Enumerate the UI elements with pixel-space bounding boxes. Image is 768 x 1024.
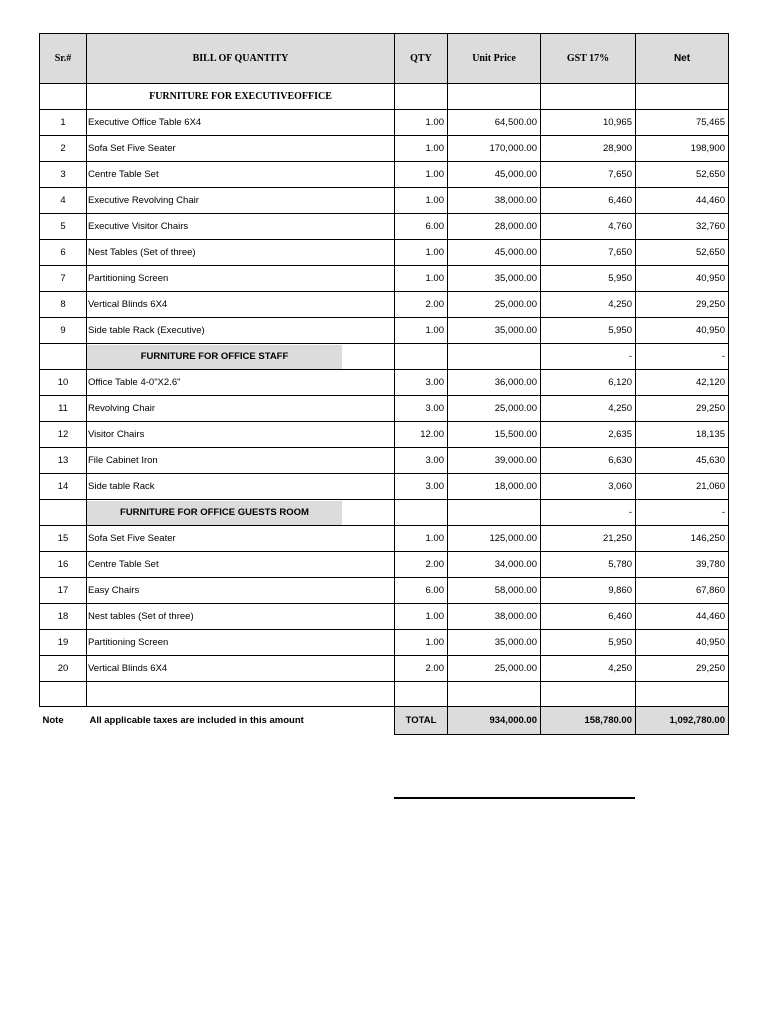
section-gst: - xyxy=(541,500,636,526)
row-sr: 11 xyxy=(40,396,87,422)
header-row xyxy=(40,34,729,84)
row-net: 18,135 xyxy=(636,422,729,448)
row-unit-price: 35,000.00 xyxy=(448,266,541,292)
table-row xyxy=(40,422,729,448)
row-gst: 4,760 xyxy=(541,214,636,240)
row-sr: 10 xyxy=(40,370,87,396)
section-row xyxy=(40,84,729,110)
row-qty: 1.00 xyxy=(395,318,448,344)
row-qty: 1.00 xyxy=(395,136,448,162)
row-gst: 7,650 xyxy=(541,240,636,266)
row-sr: 17 xyxy=(40,578,87,604)
row-qty: 12.00 xyxy=(395,422,448,448)
row-unit-price: 45,000.00 xyxy=(448,162,541,188)
table-row xyxy=(40,370,729,396)
table-row xyxy=(40,266,729,292)
row-qty: 1.00 xyxy=(395,604,448,630)
row-unit-price: 39,000.00 xyxy=(448,448,541,474)
row-qty: 1.00 xyxy=(395,162,448,188)
row-net: 40,950 xyxy=(636,318,729,344)
row-unit-price: 38,000.00 xyxy=(448,604,541,630)
row-qty: 2.00 xyxy=(395,552,448,578)
table-row xyxy=(40,240,729,266)
row-gst: 21,250 xyxy=(541,526,636,552)
row-sr: 9 xyxy=(40,318,87,344)
row-gst: 6,460 xyxy=(541,604,636,630)
table-row xyxy=(40,656,729,682)
row-qty: 3.00 xyxy=(395,370,448,396)
row-unit-price: 35,000.00 xyxy=(448,630,541,656)
total-unit-price: 934,000.00 xyxy=(448,707,541,735)
row-net: 29,250 xyxy=(636,396,729,422)
row-unit-price: 35,000.00 xyxy=(448,318,541,344)
row-description: Easy Chairs xyxy=(87,578,395,604)
section-unit-price-cell xyxy=(448,84,541,110)
row-gst: 28,900 xyxy=(541,136,636,162)
row-sr: 4 xyxy=(40,188,87,214)
row-gst: 7,650 xyxy=(541,162,636,188)
row-qty: 1.00 xyxy=(395,266,448,292)
row-qty: 1.00 xyxy=(395,240,448,266)
section-qty-cell xyxy=(395,84,448,110)
section-sr-cell xyxy=(40,344,87,370)
section-title: FURNITURE FOR EXECUTIVEOFFICE xyxy=(87,84,395,110)
row-sr: 14 xyxy=(40,474,87,500)
row-net: 21,060 xyxy=(636,474,729,500)
row-unit-price: 64,500.00 xyxy=(448,110,541,136)
table-row xyxy=(40,630,729,656)
row-description: Executive Revolving Chair xyxy=(87,188,395,214)
row-net: 44,460 xyxy=(636,604,729,630)
header-description: BILL OF QUANTITY xyxy=(87,34,395,84)
section-title-cell xyxy=(87,500,395,526)
total-net: 1,092,780.00 xyxy=(636,707,729,735)
row-net: 45,630 xyxy=(636,448,729,474)
row-gst: 4,250 xyxy=(541,656,636,682)
note-label: Note xyxy=(40,707,87,735)
row-gst: 3,060 xyxy=(541,474,636,500)
table-row xyxy=(40,526,729,552)
row-net: 146,250 xyxy=(636,526,729,552)
row-sr: 12 xyxy=(40,422,87,448)
row-unit-price: 170,000.00 xyxy=(448,136,541,162)
table-row xyxy=(40,604,729,630)
blank-cell xyxy=(87,682,395,707)
table-row xyxy=(40,162,729,188)
row-net: 52,650 xyxy=(636,162,729,188)
row-net: 29,250 xyxy=(636,656,729,682)
section-title-cell xyxy=(87,344,395,370)
row-gst: 4,250 xyxy=(541,292,636,318)
row-sr: 2 xyxy=(40,136,87,162)
row-unit-price: 25,000.00 xyxy=(448,292,541,318)
row-qty: 3.00 xyxy=(395,448,448,474)
blank-cell xyxy=(541,682,636,707)
row-sr: 1 xyxy=(40,110,87,136)
row-qty: 1.00 xyxy=(395,526,448,552)
row-description: File Cabinet Iron xyxy=(87,448,395,474)
row-sr: 18 xyxy=(40,604,87,630)
row-unit-price: 125,000.00 xyxy=(448,526,541,552)
section-gst xyxy=(541,84,636,110)
row-unit-price: 45,000.00 xyxy=(448,240,541,266)
row-gst: 6,460 xyxy=(541,188,636,214)
section-qty-cell xyxy=(395,500,448,526)
row-qty: 6.00 xyxy=(395,578,448,604)
table-row xyxy=(40,214,729,240)
row-net: 40,950 xyxy=(636,630,729,656)
row-description: Side table Rack (Executive) xyxy=(87,318,395,344)
section-sr-cell xyxy=(40,500,87,526)
row-sr: 16 xyxy=(40,552,87,578)
row-gst: 10,965 xyxy=(541,110,636,136)
row-net: 40,950 xyxy=(636,266,729,292)
row-unit-price: 58,000.00 xyxy=(448,578,541,604)
table-row xyxy=(40,552,729,578)
blank-cell xyxy=(395,682,448,707)
table-row xyxy=(40,396,729,422)
row-net: 32,760 xyxy=(636,214,729,240)
row-sr: 3 xyxy=(40,162,87,188)
table-row xyxy=(40,136,729,162)
row-gst: 6,630 xyxy=(541,448,636,474)
bill-of-quantity-table xyxy=(39,33,729,735)
table-row xyxy=(40,448,729,474)
total-gst: 158,780.00 xyxy=(541,707,636,735)
blank-cell xyxy=(636,682,729,707)
row-description: Visitor Chairs xyxy=(87,422,395,448)
row-unit-price: 28,000.00 xyxy=(448,214,541,240)
row-description: Revolving Chair xyxy=(87,396,395,422)
total-label: TOTAL xyxy=(395,707,448,735)
row-net: 67,860 xyxy=(636,578,729,604)
row-qty: 1.00 xyxy=(395,630,448,656)
row-sr: 15 xyxy=(40,526,87,552)
table-row xyxy=(40,188,729,214)
row-qty: 2.00 xyxy=(395,292,448,318)
header-gst: GST 17% xyxy=(541,34,636,84)
row-qty: 1.00 xyxy=(395,188,448,214)
row-qty: 3.00 xyxy=(395,474,448,500)
row-description: Partitioning Screen xyxy=(87,266,395,292)
row-net: 39,780 xyxy=(636,552,729,578)
row-description: Sofa Set Five Seater xyxy=(87,136,395,162)
section-unit-price-cell xyxy=(448,344,541,370)
row-gst: 4,250 xyxy=(541,396,636,422)
row-gst: 6,120 xyxy=(541,370,636,396)
section-title: FURNITURE FOR OFFICE GUESTS ROOM xyxy=(87,501,342,525)
section-qty-cell xyxy=(395,344,448,370)
table-row xyxy=(40,110,729,136)
row-description: Centre Table Set xyxy=(87,162,395,188)
row-sr: 5 xyxy=(40,214,87,240)
row-gst: 5,780 xyxy=(541,552,636,578)
row-sr: 19 xyxy=(40,630,87,656)
section-title: FURNITURE FOR OFFICE STAFF xyxy=(87,345,342,369)
table-row xyxy=(40,578,729,604)
section-net: - xyxy=(636,500,729,526)
row-qty: 1.00 xyxy=(395,110,448,136)
row-sr: 20 xyxy=(40,656,87,682)
signature-line xyxy=(394,797,635,799)
row-qty: 6.00 xyxy=(395,214,448,240)
blank-cell xyxy=(40,682,87,707)
table-row xyxy=(40,318,729,344)
row-unit-price: 25,000.00 xyxy=(448,396,541,422)
row-sr: 13 xyxy=(40,448,87,474)
header-sr: Sr.# xyxy=(40,34,87,84)
section-gst: - xyxy=(541,344,636,370)
section-row xyxy=(40,344,729,370)
row-net: 75,465 xyxy=(636,110,729,136)
row-net: 42,120 xyxy=(636,370,729,396)
row-gst: 5,950 xyxy=(541,266,636,292)
row-gst: 2,635 xyxy=(541,422,636,448)
section-unit-price-cell xyxy=(448,500,541,526)
total-row xyxy=(40,707,729,735)
note-text: All applicable taxes are included in this amount xyxy=(87,707,395,735)
table-row xyxy=(40,474,729,500)
row-gst: 5,950 xyxy=(541,318,636,344)
row-net: 29,250 xyxy=(636,292,729,318)
row-gst: 9,860 xyxy=(541,578,636,604)
row-unit-price: 34,000.00 xyxy=(448,552,541,578)
row-sr: 6 xyxy=(40,240,87,266)
row-sr: 8 xyxy=(40,292,87,318)
row-description: Executive Office Table 6X4 xyxy=(87,110,395,136)
row-qty: 2.00 xyxy=(395,656,448,682)
row-description: Executive Visitor Chairs xyxy=(87,214,395,240)
blank-row xyxy=(40,682,729,707)
row-unit-price: 18,000.00 xyxy=(448,474,541,500)
row-description: Vertical Blinds 6X4 xyxy=(87,656,395,682)
row-description: Vertical Blinds 6X4 xyxy=(87,292,395,318)
row-qty: 3.00 xyxy=(395,396,448,422)
row-net: 198,900 xyxy=(636,136,729,162)
blank-cell xyxy=(448,682,541,707)
row-description: Side table Rack xyxy=(87,474,395,500)
row-description: Office Table 4-0"X2.6" xyxy=(87,370,395,396)
row-sr: 7 xyxy=(40,266,87,292)
section-net xyxy=(636,84,729,110)
section-sr-cell xyxy=(40,84,87,110)
table-row xyxy=(40,292,729,318)
row-description: Nest tables (Set of three) xyxy=(87,604,395,630)
row-net: 52,650 xyxy=(636,240,729,266)
row-net: 44,460 xyxy=(636,188,729,214)
header-net: Net xyxy=(636,34,729,84)
row-unit-price: 15,500.00 xyxy=(448,422,541,448)
row-description: Sofa Set Five Seater xyxy=(87,526,395,552)
row-unit-price: 36,000.00 xyxy=(448,370,541,396)
section-row xyxy=(40,500,729,526)
row-description: Centre Table Set xyxy=(87,552,395,578)
row-description: Partitioning Screen xyxy=(87,630,395,656)
row-unit-price: 38,000.00 xyxy=(448,188,541,214)
row-description: Nest Tables (Set of three) xyxy=(87,240,395,266)
row-gst: 5,950 xyxy=(541,630,636,656)
section-net: - xyxy=(636,344,729,370)
row-unit-price: 25,000.00 xyxy=(448,656,541,682)
header-unit-price: Unit Price xyxy=(448,34,541,84)
header-qty: QTY xyxy=(395,34,448,84)
